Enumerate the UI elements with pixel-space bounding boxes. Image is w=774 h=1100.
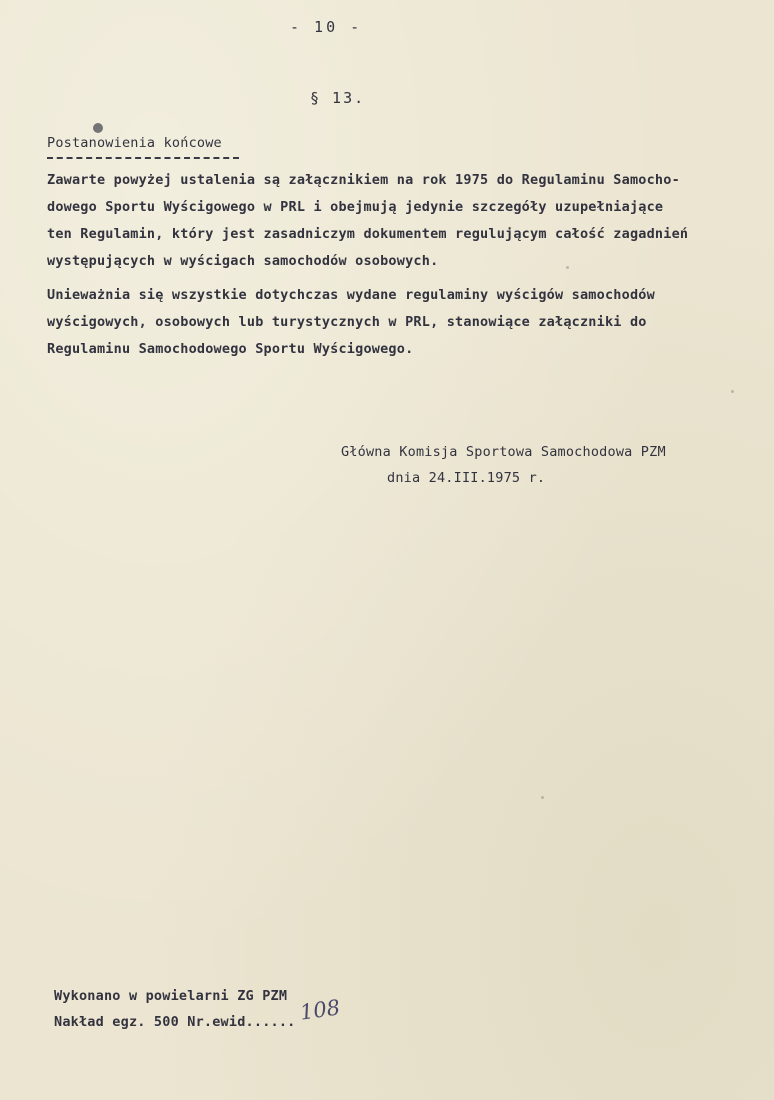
page-number: - 10 - [290, 18, 363, 36]
section-heading: Postanowienia końcowe [47, 135, 222, 151]
heading-underline [47, 157, 239, 159]
paper-speck [566, 266, 569, 269]
circulation-note: Nakład egz. 500 Nr.ewid...... [54, 1014, 296, 1030]
paragraph1-line: ten Regulamin, który jest zasadniczym dokumentem regulującym całość zagadnień [47, 226, 689, 242]
paragraph2-line: Unieważnia się wszystkie dotychczas wydane regulaminy wyścigów samochodów [47, 287, 655, 303]
section-number: § 13. [310, 89, 366, 107]
paragraph2-line: Regulaminu Samochodowego Sportu Wyścigowego. [47, 341, 414, 357]
handwritten-registry-number: 108 [298, 995, 342, 1025]
print-note: Wykonano w powielarni ZG PZM [54, 988, 288, 1004]
paragraph1-line: dowego Sportu Wyścigowego w PRL i obejmują jedynie szczegóły uzupełniające [47, 199, 664, 215]
paper-speck [541, 796, 544, 799]
paragraph1-line: Zawarte powyżej ustalenia są załącznikiem na rok 1975 do Regulaminu Samocho- [47, 172, 680, 188]
paragraph1-line: występujących w wyścigach samochodów osobowych. [47, 253, 439, 269]
paper-speck [731, 390, 734, 393]
issue-date: dnia 24.III.1975 r. [387, 470, 546, 486]
ink-blot [93, 123, 103, 133]
issuer-name: Główna Komisja Sportowa Samochodowa PZM [341, 444, 666, 460]
paragraph2-line: wyścigowych, osobowych lub turystycznych w PRL, stanowiące załączniki do [47, 314, 647, 330]
